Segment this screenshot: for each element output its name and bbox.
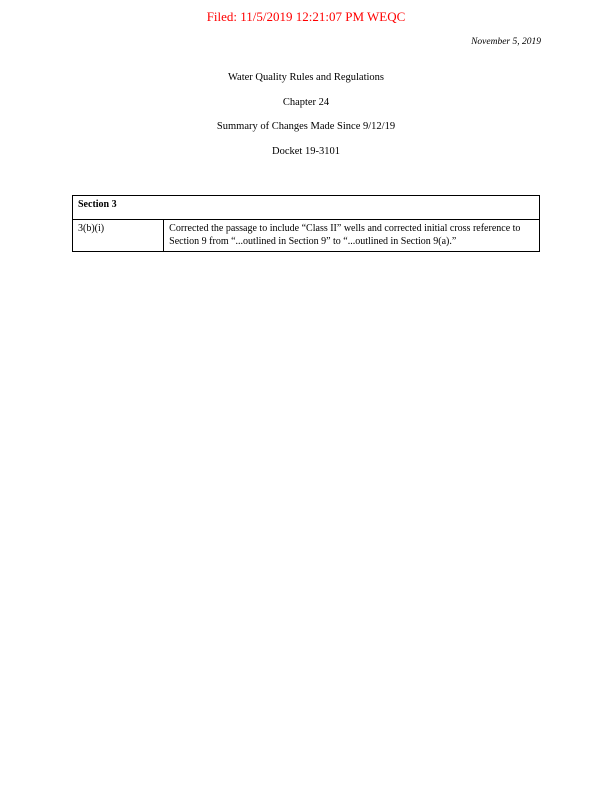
change-description: Corrected the passage to include “Class II” wells and corrected initial cross reference to Section 9 from “...outlined in Section 9” to “...outlined in Section 9(a).” (164, 220, 540, 252)
changes-table (72, 195, 540, 252)
document-date: November 5, 2019 (471, 37, 541, 47)
title-chapter: Chapter 24 (282, 97, 330, 108)
title-rules: Water Quality Rules and Regulations (227, 72, 385, 83)
table-row (73, 220, 540, 252)
change-reference: 3(b)(i) (73, 220, 164, 252)
section-header-row (73, 196, 540, 220)
title-docket: Docket 19-3101 (272, 146, 340, 157)
section-header: Section 3 (73, 196, 540, 220)
filing-stamp: Filed: 11/5/2019 12:21:07 PM WEQC (206, 9, 406, 24)
title-summary: Summary of Changes Made Since 9/12/19 (216, 121, 396, 132)
